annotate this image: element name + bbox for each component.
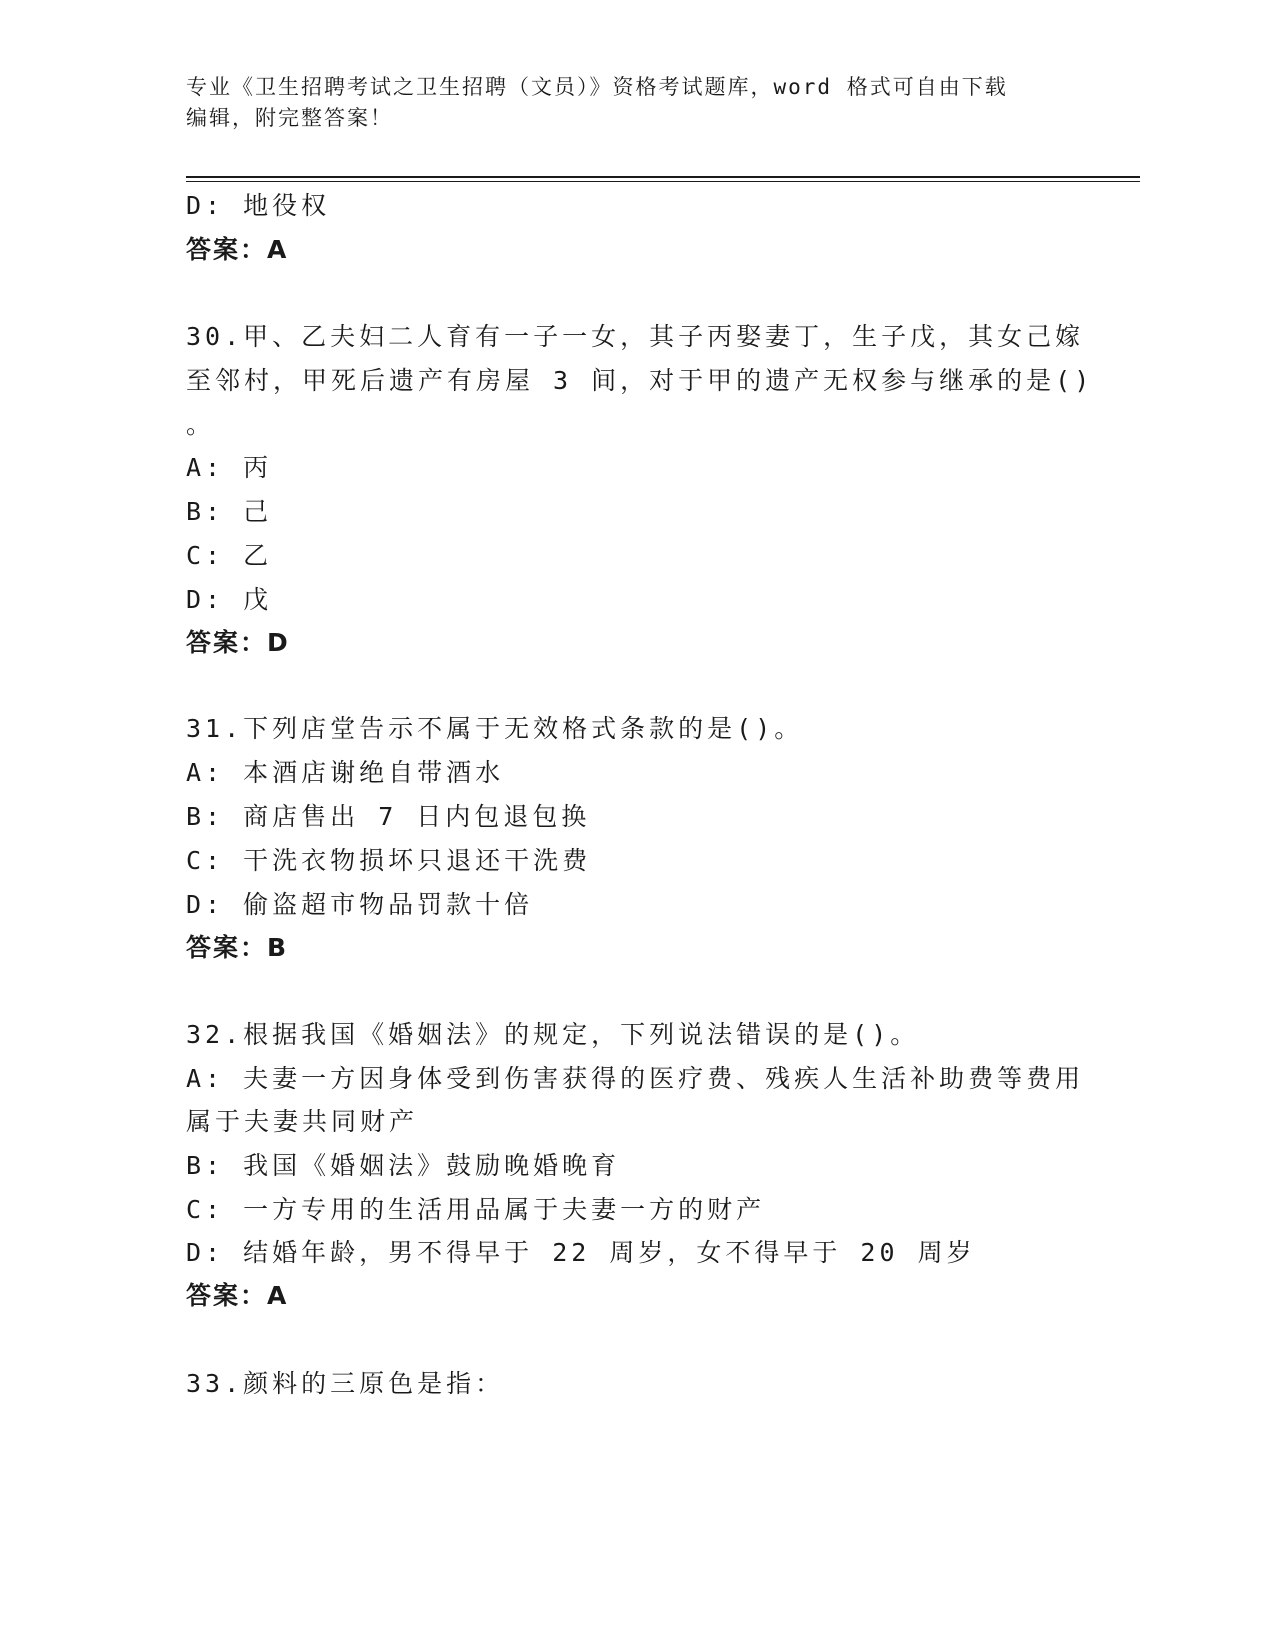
q31-option-b: B: 商店售出 7 日内包退包换	[186, 802, 591, 831]
q31-text: 31.下列店堂告示不属于无效格式条款的是()。	[186, 714, 804, 743]
q30-option-b: B: 己	[186, 497, 273, 526]
q31-option-d: D: 偷盗超市物品罚款十倍	[186, 890, 534, 919]
q30-text-line-1: 30.甲、乙夫妇二人育有一子一女，其子丙娶妻丁，生子戊，其女己嫁	[186, 322, 1085, 351]
q32-option-b: B: 我国《婚姻法》鼓励晚婚晚育	[186, 1151, 621, 1180]
q32-option-a-line-2: 属于夫妻共同财产	[186, 1107, 419, 1136]
q32-option-c: C: 一方专用的生活用品属于夫妻一方的财产	[186, 1195, 766, 1224]
q32-option-a-line-1: A: 夫妻一方因身体受到伤害获得的医疗费、残疾人生活补助费等费用	[186, 1064, 1085, 1093]
q31-option-a: A: 本酒店谢绝自带酒水	[186, 758, 505, 787]
header-line-2: 编辑，附完整答案！	[186, 106, 393, 130]
q32-answer: 答案：A	[186, 1281, 289, 1310]
q30-text-line-3: 。	[186, 410, 216, 439]
header-rule-thin	[186, 181, 1140, 182]
q32-text: 32.根据我国《婚姻法》的规定，下列说法错误的是()。	[186, 1020, 920, 1049]
q31-answer: 答案：B	[186, 933, 289, 962]
prev-option-d: D: 地役权	[186, 191, 331, 220]
q30-answer: 答案：D	[186, 628, 290, 657]
document-header	[186, 72, 1066, 134]
q30-option-a: A: 丙	[186, 453, 273, 482]
header-rule-thick	[186, 176, 1140, 178]
q32-option-d: D: 结婚年龄，男不得早于 22 周岁，女不得早于 20 周岁	[186, 1238, 976, 1267]
q33-text: 33.颜料的三原色是指：	[186, 1369, 505, 1398]
q30-option-d: D: 戊	[186, 585, 273, 614]
header-line-1: 专业《卫生招聘考试之卫生招聘（文员）》资格考试题库，word 格式可自由下载	[186, 75, 1008, 99]
prev-answer: 答案：A	[186, 235, 289, 264]
q31-option-c: C: 干洗衣物损坏只退还干洗费	[186, 846, 592, 875]
q30-text-line-2: 至邻村，甲死后遗产有房屋 3 间，对于甲的遗产无权参与继承的是()	[186, 366, 1094, 395]
q30-option-c: C: 乙	[186, 541, 273, 570]
